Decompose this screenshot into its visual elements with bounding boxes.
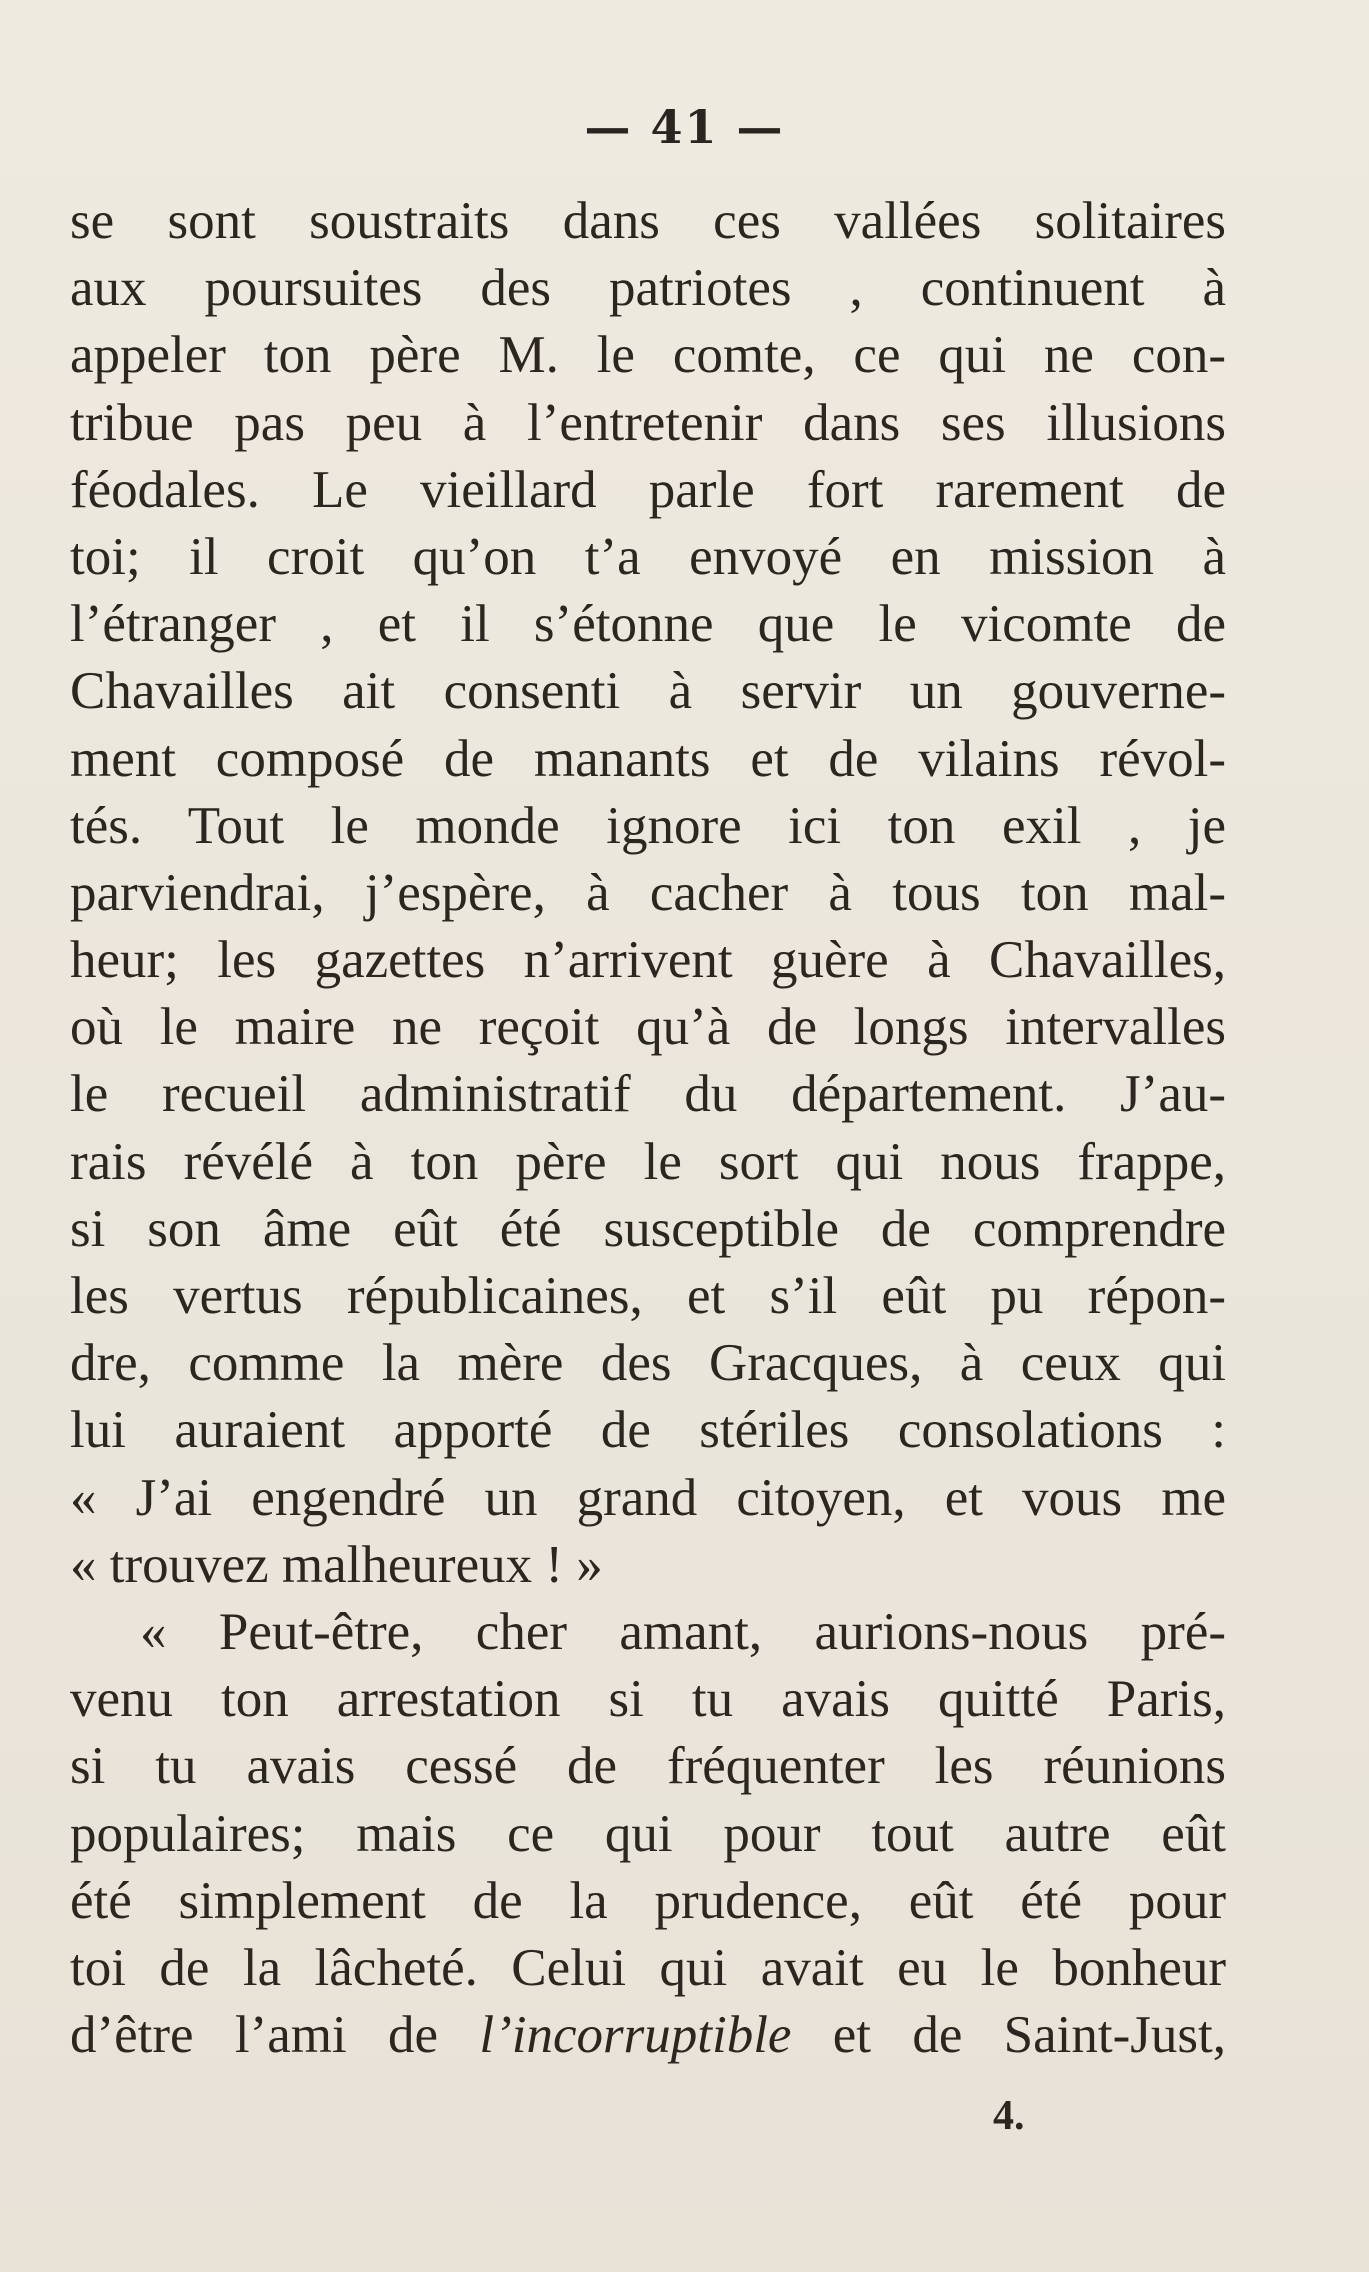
page-number: — 41 — [584,100,785,154]
text-line: où le maire ne reçoit qu’à de longs intervalles [70,998,1226,1057]
text-line: « Peut-être, cher amant, aurions-nous pré- [140,1602,1226,1661]
text-line-last [70,2002,1226,2069]
text-line: si tu avais cessé de fréquenter les réunions [70,1737,1226,1796]
text-line: « J’ai engendré un grand citoyen, et vous me [70,1468,1226,1527]
text-line: les vertus républicaines, et s’il eût pu répon- [70,1267,1226,1325]
text-line: été simplement de la prudence, eût été pour [70,1871,1226,1930]
text-line: heur; les gazettes n’arrivent guère à Chavailles, [70,931,1226,990]
text-line: tribue pas peu à l’entretenir dans ses illusions [70,393,1226,452]
text-fragment: et de Saint-Just, [791,2006,1226,2065]
text-line: aux poursuites des patriotes , continuent à [70,259,1226,318]
text-line: populaires; mais ce qui pour tout autre eût [70,1804,1226,1863]
body-text [70,188,1226,2069]
text-line: féodales. Le vieillard parle fort rarement de [70,460,1226,519]
text-line: toi de la lâcheté. Celui qui avait eu le bonheur [70,1938,1226,1997]
signature-mark: 4. [993,2093,1025,2139]
text-line: si son âme eût été susceptible de comprendre [70,1199,1226,1258]
text-line: lui auraient apporté de stériles consolations : [70,1401,1226,1460]
text-line: le recueil administratif du département. J’au- [70,1065,1226,1124]
text-line: dre, comme la mère des Gracques, à ceux qui [70,1334,1226,1393]
text-line: tés. Tout le monde ignore ici ton exil , je [70,796,1226,855]
text-line: Chavailles ait consenti à servir un gouverne- [70,662,1226,721]
text-line: se sont soustraits dans ces vallées solitaires [70,192,1226,250]
text-line: venu ton arrestation si tu avais quitté Paris, [70,1670,1226,1729]
text-fragment: d’être l’ami de [70,2006,480,2065]
text-line: parviendrai, j’espère, à cacher à tous ton mal- [70,863,1226,922]
text-line: appeler ton père M. le comte, ce qui ne con- [70,326,1226,385]
italic-text: l’incorruptible [479,2006,792,2065]
text-line: « trouvez malheureux ! » [70,1535,603,1594]
text-line: l’étranger , et il s’étonne que le vicomte de [70,595,1226,654]
text-line: toi; il croit qu’on t’a envoyé en mission à [70,527,1226,586]
text-line: rais révélé à ton père le sort qui nous frappe, [70,1132,1226,1191]
text-line: ment composé de manants et de vilains révol- [70,729,1226,788]
